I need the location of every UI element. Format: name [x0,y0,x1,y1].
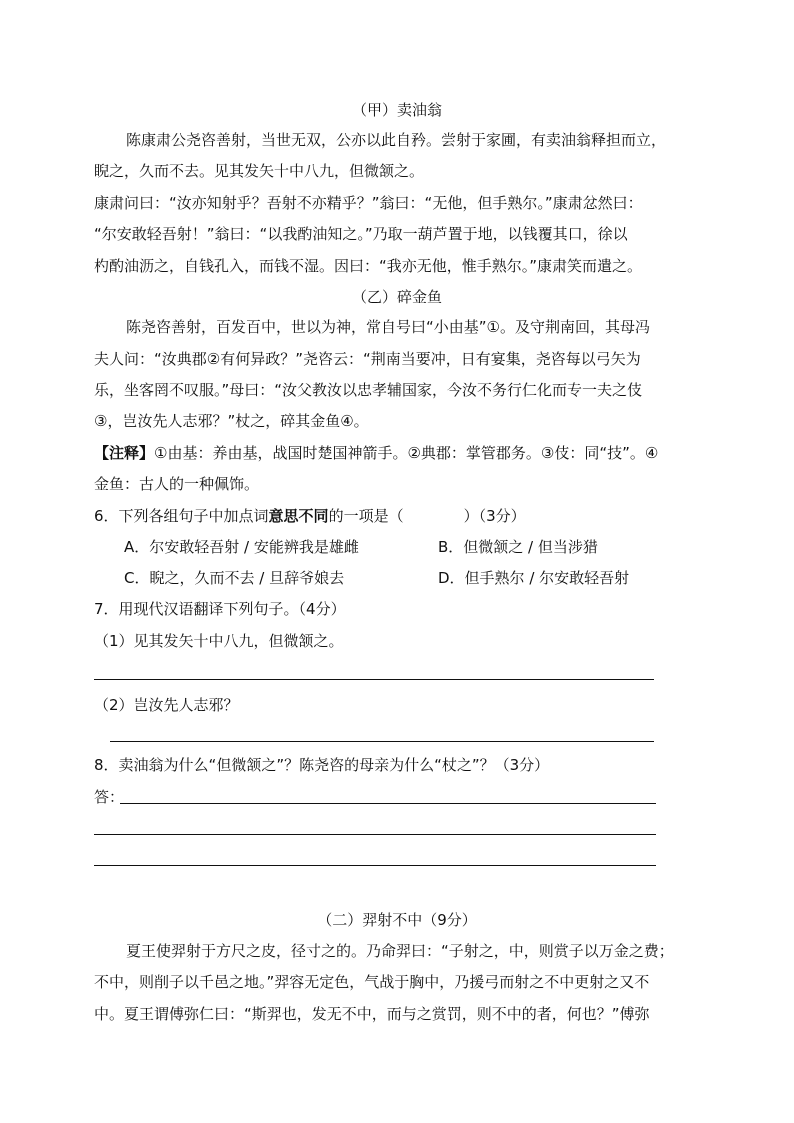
answer-line [94,865,656,866]
q6-option-b: B．但微颔之 / 但当涉猎 [438,538,598,556]
q6-title-pre: 6．下列各组句子中加点词 [94,507,269,525]
q8-answer-label: 答： [94,788,125,806]
q7-sentence-2: （2）岂汝先人志邪？ [94,696,239,714]
q7-title: 7．用现代汉语翻译下列句子。（4分） [94,600,346,618]
passage-a-line: 睨之，久而不去。见其发矢十中八九，但微颔之。 [94,162,425,180]
q6-title-emphasis: 意思不同 [268,507,329,525]
notes-line [94,444,658,462]
passage-b-title: （乙）碎金鱼 [351,288,442,306]
notes-line: 金鱼：古人的一种佩饰。 [94,475,260,493]
answer-line [94,834,656,835]
q6-title [94,507,526,525]
passage-a-line: 陈康肃公尧咨善射，当世无双，公亦以此自矜。尝射于家圃，有卖油翁释担而立， [126,131,667,149]
answer-line [120,803,656,804]
section2-line: 不中，则削子以千邑之地。”羿容无定色，气战于胸中，乃援弓而射之不中更射之又不 [94,973,650,991]
section2-line: 夏王使羿射于方尺之皮，径寸之的。乃命羿曰：“子射之，中，则赏子以万金之费； [126,942,674,960]
notes-text: ①由基：养由基，战国时楚国神箭手。②典郡：掌管郡务。③伎：同“技”。④ [154,444,659,462]
answer-line [94,679,654,680]
passage-a-title: （甲）卖油翁 [351,101,442,119]
passage-b-line: 夫人问：“汝典郡②有何异政？”尧咨云：“荆南当要冲，日有宴集，尧咨每以弓矢为 [94,350,641,368]
q6-option-a: A．尔安敢轻吾射 / 安能辨我是雄雌 [124,538,359,556]
section2-title: （二）羿射不中（9分） [317,911,477,929]
passage-a-line: 杓酌油沥之，自钱孔入，而钱不湿。因曰：“我亦无他，惟手熟尔。”康肃笑而遣之。 [94,257,643,275]
passage-b-line: 乐，坐客罔不叹服。”母曰：“汝父教汝以忠孝辅国家，今汝不务行仁化而专一夫之伎 [94,381,643,399]
passage-b-line: ③，岂汝先人志邪？”杖之，碎其金鱼④。 [94,412,369,430]
section2-line: 中。夏王谓傅弥仁曰：“斯羿也，发无不中，而与之赏罚，则不中的者，何也？”傅弥 [94,1005,650,1023]
q7-sentence-1: （1）见其发矢十中八九，但微颔之。 [94,632,344,650]
q8-title: 8．卖油翁为什么“但微颔之”？陈尧咨的母亲为什么“杖之”？（3分） [94,756,550,774]
notes-label: 【注释】 [94,444,155,462]
passage-a-line: “尔安敢轻吾射！”翁曰：“以我酌油知之。”乃取一葫芦置于地，以钱覆其口，徐以 [94,225,628,243]
passage-a-line: 康肃问曰：“汝亦知射乎？吾射不亦精乎？”翁曰：“无他，但手熟尔。”康肃忿然曰： [94,194,643,212]
q6-option-d: D．但手熟尔 / 尔安敢轻吾射 [438,569,630,587]
q6-option-c: C．睨之，久而不去 / 旦辞爷娘去 [124,569,345,587]
q6-title-post: 的一项是（ ）（3分） [328,507,526,525]
answer-line [110,741,654,742]
passage-b-line: 陈尧咨善射，百发百中，世以为神，常自号曰“小由基”①。及守荆南回，其母冯 [126,318,650,336]
